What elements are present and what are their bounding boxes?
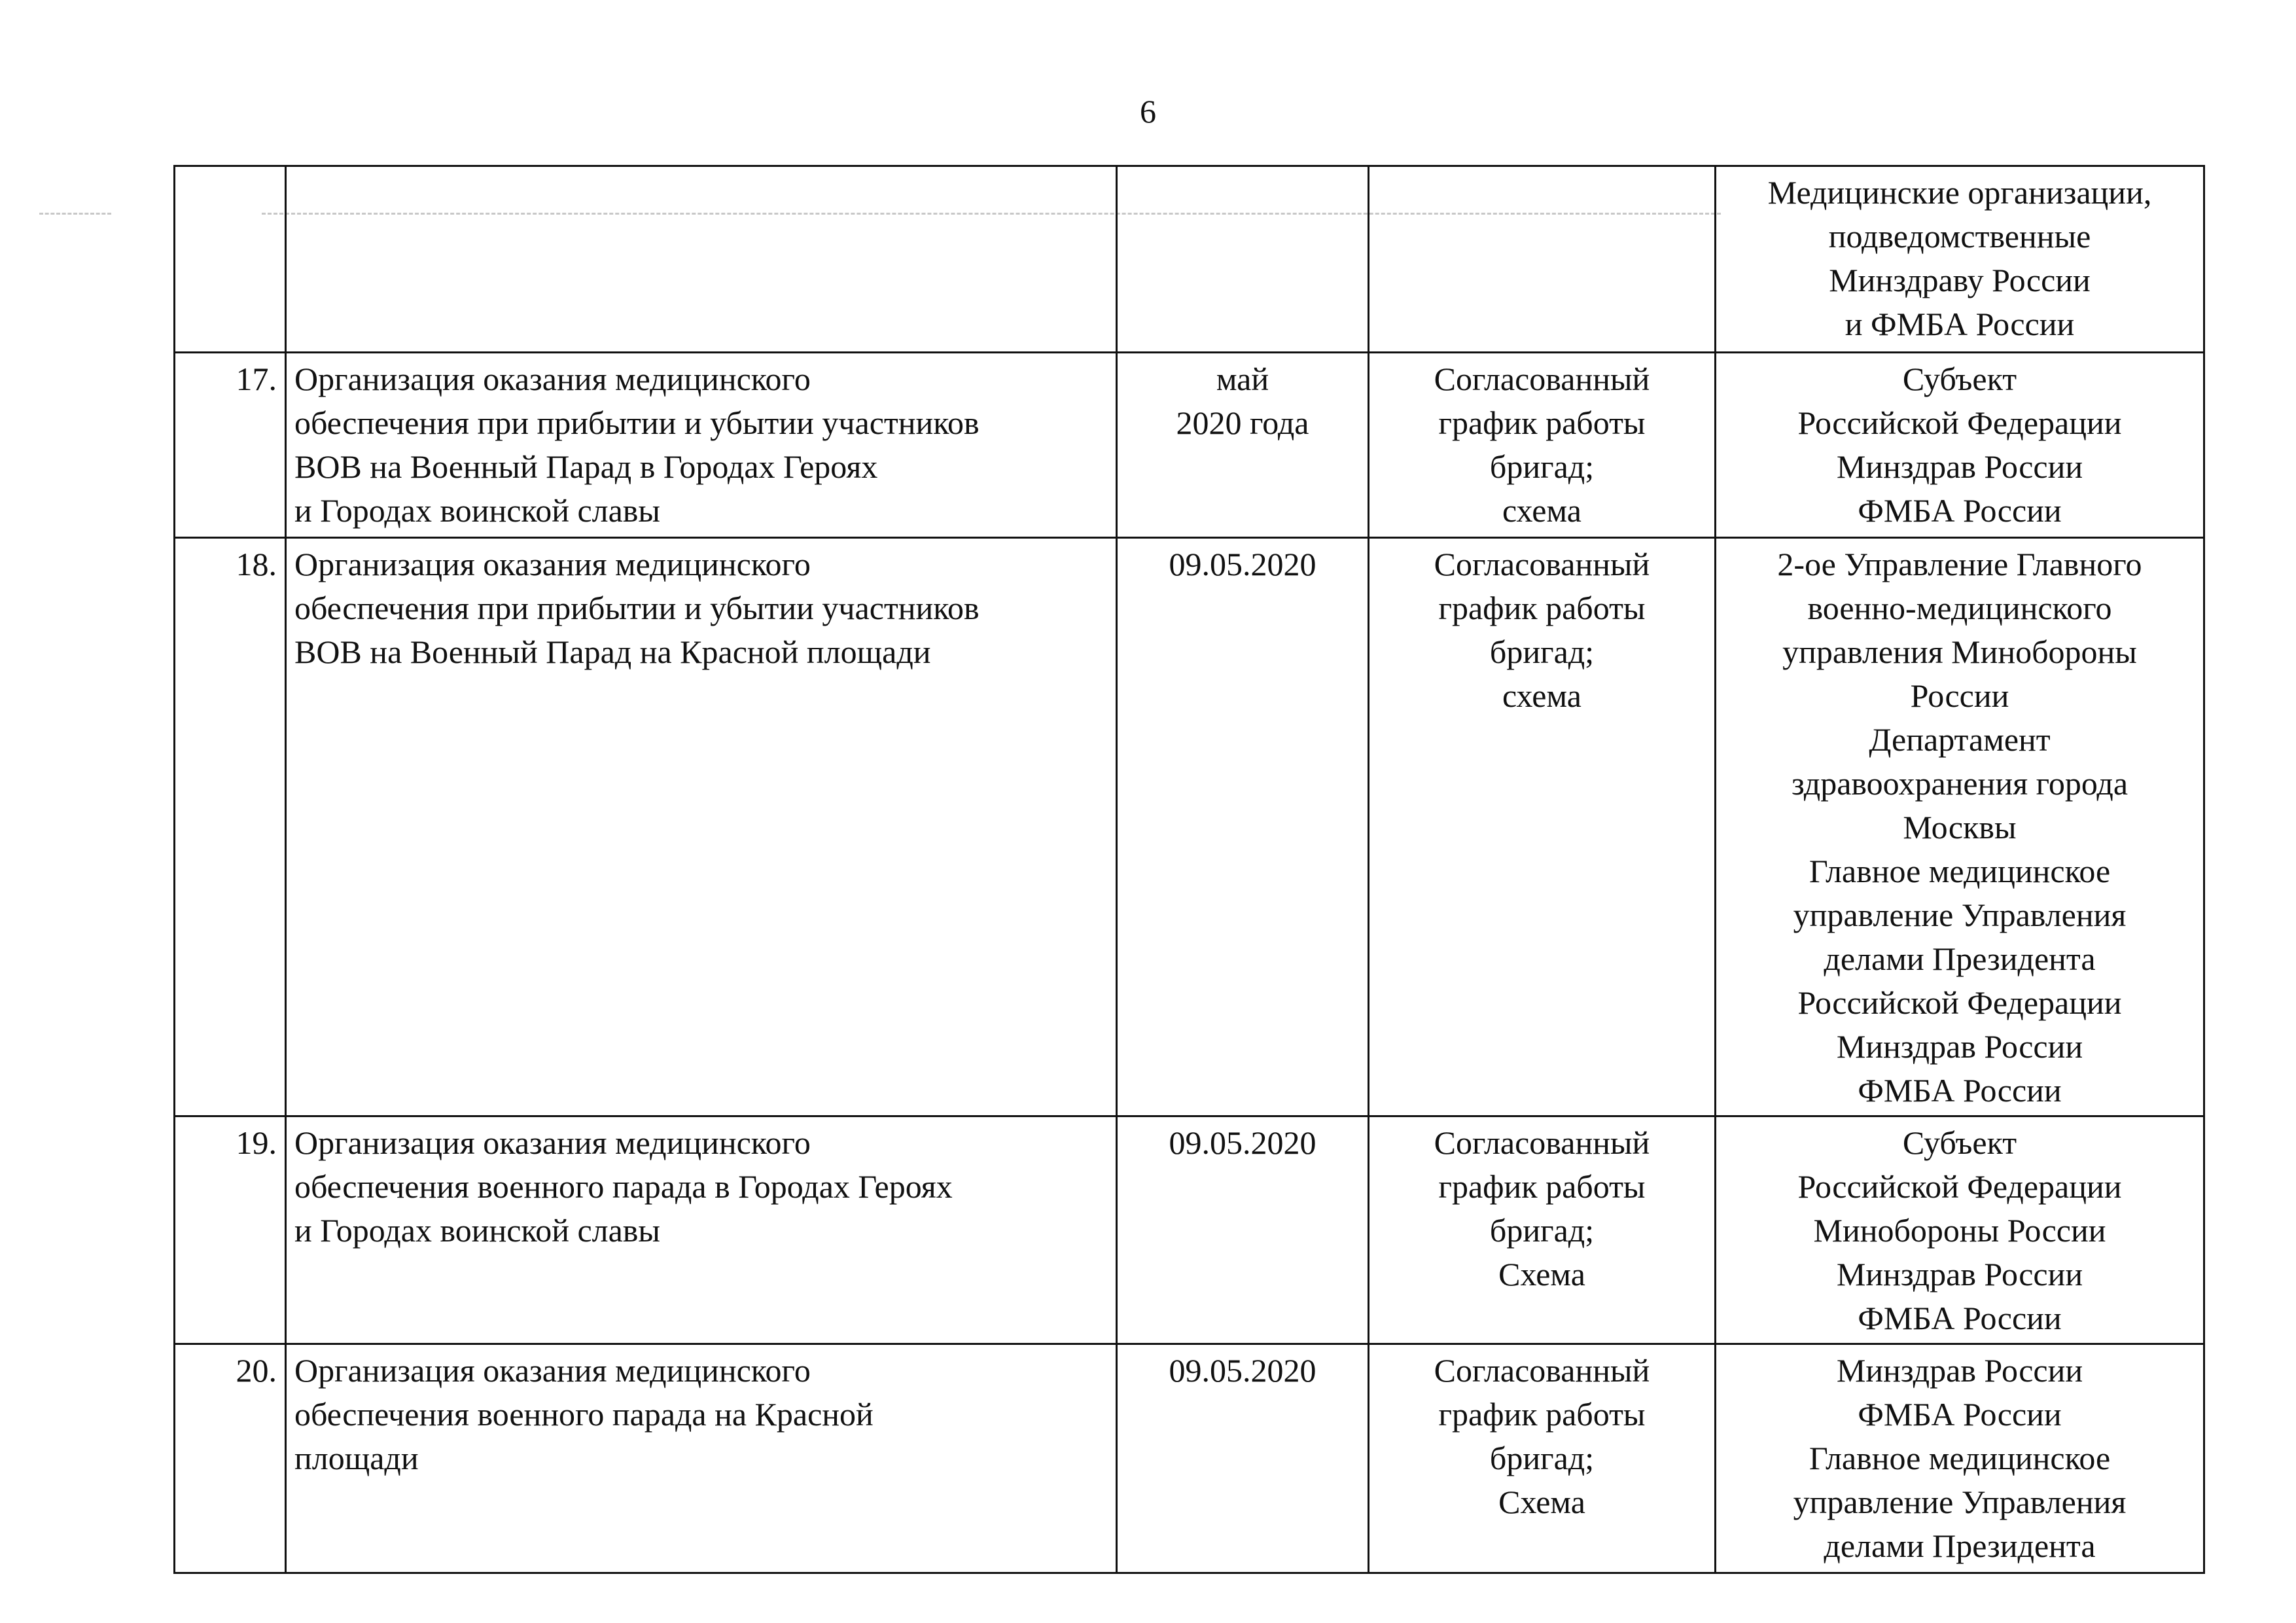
responsible-line: Минздраву России xyxy=(1829,262,2091,298)
row-number-cell: 19. xyxy=(175,1116,286,1344)
event-line: обеспечения военного парада на Красной xyxy=(294,1396,874,1433)
date-line: 09.05.2020 xyxy=(1169,1124,1316,1161)
form-line: Схема xyxy=(1498,1484,1585,1520)
date-line: май xyxy=(1216,361,1269,397)
responsible-cell xyxy=(1716,1344,2204,1573)
event-line: обеспечения военного парада в Городах Героях xyxy=(294,1168,953,1205)
form-line: график работы xyxy=(1438,1168,1646,1205)
date-cell xyxy=(1117,1344,1369,1573)
form-line: график работы xyxy=(1438,1396,1646,1433)
responsible-line: Главное медицинское xyxy=(1809,853,2111,889)
responsible-line: делами Президента xyxy=(1824,940,2096,977)
row-number-cell: 18. xyxy=(175,538,286,1116)
responsible-line: ФМБА России xyxy=(1858,1072,2062,1109)
date-cell xyxy=(1117,538,1369,1116)
table-row xyxy=(175,538,2204,1116)
event-line: Организация оказания медицинского xyxy=(294,546,811,582)
responsible-line: ФМБА России xyxy=(1858,1300,2062,1336)
responsible-cell xyxy=(1716,353,2204,538)
responsible-line: управление Управления xyxy=(1793,897,2127,933)
event-line: и Городах воинской славы xyxy=(294,1212,660,1249)
form-line: Согласованный xyxy=(1434,361,1650,397)
table-row xyxy=(175,1344,2204,1573)
responsible-line: Субъект xyxy=(1902,1124,2017,1161)
date-line: 09.05.2020 xyxy=(1169,1352,1316,1389)
event-line: Организация оказания медицинского xyxy=(294,1352,811,1389)
completion-form-cell xyxy=(1369,1116,1716,1344)
responsible-line: Главное медицинское xyxy=(1809,1440,2111,1476)
scan-artifact-line-left xyxy=(39,213,111,215)
responsible-line: Минздрав России xyxy=(1836,1028,2083,1065)
event-cell xyxy=(286,1116,1117,1344)
responsible-line: Минздрав России xyxy=(1836,1352,2083,1389)
responsible-line: 2-ое Управление Главного xyxy=(1777,546,2142,582)
schedule-table xyxy=(173,165,2205,1574)
responsible-cell xyxy=(1716,166,2204,353)
form-line: бригад; xyxy=(1489,1440,1595,1476)
responsible-line: Российской Федерации xyxy=(1797,1168,2122,1205)
completion-form-cell xyxy=(1369,1344,1716,1573)
event-cell xyxy=(286,1344,1117,1573)
table-body xyxy=(175,166,2204,1573)
responsible-line: подведомственные xyxy=(1828,218,2091,255)
event-line: ВОВ на Военный Парад в Городах Героях xyxy=(294,448,878,485)
responsible-line: Минздрав России xyxy=(1836,1256,2083,1293)
responsible-line: ФМБА России xyxy=(1858,492,2062,529)
responsible-line: Российской Федерации xyxy=(1797,404,2122,441)
responsible-line: Российской Федерации xyxy=(1797,984,2122,1021)
responsible-line: управления Минобороны xyxy=(1782,633,2137,670)
completion-form-cell xyxy=(1369,166,1716,353)
table-row xyxy=(175,1116,2204,1344)
completion-form-cell xyxy=(1369,353,1716,538)
row-number-cell xyxy=(175,166,286,353)
form-line: схема xyxy=(1502,492,1581,529)
form-line: Согласованный xyxy=(1434,1352,1650,1389)
responsible-line: Минобороны России xyxy=(1813,1212,2106,1249)
responsible-line: Минздрав России xyxy=(1836,448,2083,485)
event-cell xyxy=(286,166,1117,353)
table-row xyxy=(175,166,2204,353)
event-cell xyxy=(286,538,1117,1116)
date-cell xyxy=(1117,1116,1369,1344)
event-line: Организация оказания медицинского xyxy=(294,1124,811,1161)
completion-form-cell xyxy=(1369,538,1716,1116)
responsible-line: Субъект xyxy=(1902,361,2017,397)
row-number-cell: 20. xyxy=(175,1344,286,1573)
form-line: Согласованный xyxy=(1434,546,1650,582)
responsible-cell xyxy=(1716,1116,2204,1344)
date-line: 09.05.2020 xyxy=(1169,546,1316,582)
responsible-line: здравоохранения города xyxy=(1791,765,2128,802)
responsible-line: делами Президента xyxy=(1824,1527,2096,1564)
event-line: Организация оказания медицинского xyxy=(294,361,811,397)
form-line: бригад; xyxy=(1489,1212,1595,1249)
responsible-line: России xyxy=(1910,677,2009,714)
form-line: бригад; xyxy=(1489,633,1595,670)
form-line: схема xyxy=(1502,677,1581,714)
form-line: Согласованный xyxy=(1434,1124,1650,1161)
responsible-line: и ФМБА России xyxy=(1845,306,2075,342)
event-line: ВОВ на Военный Парад на Красной площади xyxy=(294,633,931,670)
responsible-line: управление Управления xyxy=(1793,1484,2127,1520)
responsible-line: Москвы xyxy=(1903,809,2017,846)
responsible-line: военно-медицинского xyxy=(1807,590,2112,626)
event-line: обеспечения при прибытии и убытии участников xyxy=(294,404,980,441)
form-line: Схема xyxy=(1498,1256,1585,1293)
event-cell xyxy=(286,353,1117,538)
form-line: график работы xyxy=(1438,404,1646,441)
table-row xyxy=(175,353,2204,538)
row-number-cell: 17. xyxy=(175,353,286,538)
date-line: 2020 года xyxy=(1176,404,1309,441)
responsible-line: Медицинские организации, xyxy=(1767,174,2152,211)
date-cell xyxy=(1117,353,1369,538)
responsible-cell xyxy=(1716,538,2204,1116)
form-line: бригад; xyxy=(1489,448,1595,485)
form-line: график работы xyxy=(1438,590,1646,626)
event-line: и Городах воинской славы xyxy=(294,492,660,529)
event-line: площади xyxy=(294,1440,419,1476)
event-line: обеспечения при прибытии и убытии участников xyxy=(294,590,980,626)
date-cell xyxy=(1117,166,1369,353)
responsible-line: Департамент xyxy=(1869,721,2051,758)
page-number: 6 xyxy=(1140,93,1156,130)
responsible-line: ФМБА России xyxy=(1858,1396,2062,1433)
